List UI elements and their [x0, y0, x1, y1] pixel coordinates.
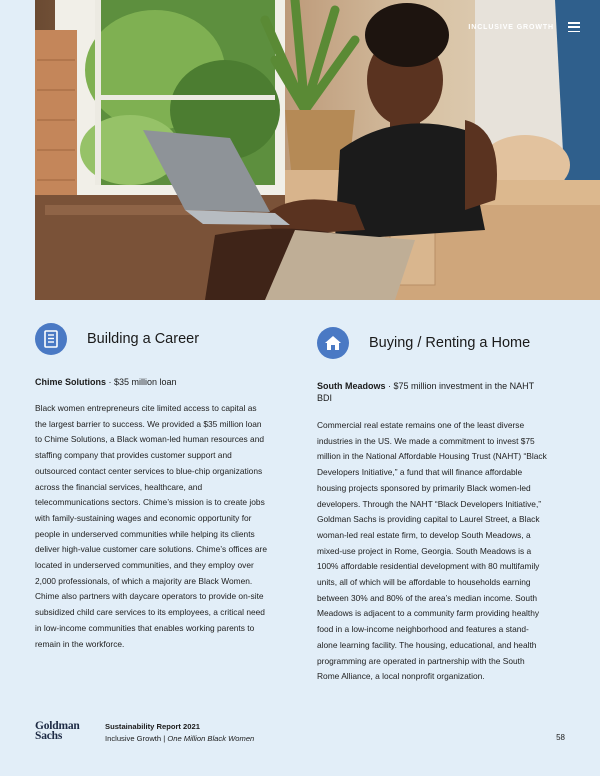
org-name: South Meadows	[317, 381, 386, 391]
report-section	[105, 733, 254, 745]
section-header	[35, 322, 267, 356]
section-subtitle	[35, 376, 267, 388]
hero-illustration	[35, 0, 600, 300]
section-subtitle	[317, 380, 549, 404]
logo-line-1: Goldman	[35, 720, 80, 732]
separator: ·	[106, 377, 115, 387]
section-header	[317, 326, 549, 360]
separator: ·	[385, 381, 394, 391]
page-footer	[35, 721, 565, 745]
building-icon	[35, 323, 67, 355]
top-bar	[468, 22, 580, 32]
report-subtitle: One Million Black Women	[167, 734, 255, 743]
report-info	[105, 721, 254, 745]
goldman-sachs-logo	[35, 721, 80, 741]
hero-photo	[35, 0, 600, 300]
section-title: Buying / Renting a Home	[369, 335, 531, 351]
hamburger-menu-icon[interactable]	[568, 22, 580, 32]
report-title: Sustainability Report 2021	[105, 722, 200, 731]
logo-line-2: Sachs	[35, 730, 63, 742]
section-body: Commercial real estate remains one of the least diverse industries in the US. We made a commitment to invest $75 million in the National Affordable Housing Trust (NAHT) “Black Developers Initiative,” a fund that will finance affordable housing projects sponsored by primarily Black women-led developers. Through the NAHT “Black Developers Initiative,” Goldman Sachs is providing capital to Laurel Street, a Black woman-led real estate firm, to develop South Meadows, a mixed-use project in Rome, Georgia. South Meadows is a 100% affordable residential development with 80 multifamily units, all of which will be affordable to households earning between 30% and 80% of the area’s median income. South Meadows is adjacent to a community farm providing healthy food in a low-income neighborhood and features a stand-alone learning facility. The housing, educational, and health programming are operated in partnership with the South Rome Alliance, a local nonprofit organization.	[317, 420, 547, 682]
building-a-career-section	[35, 322, 267, 652]
page-number: 58	[556, 733, 565, 742]
section-label: INCLUSIVE GROWTH	[468, 23, 554, 31]
funding-amount: $75 million investment in the NAHT BDI	[317, 381, 534, 403]
section-title: Building a Career	[87, 331, 200, 347]
org-name: Chime Solutions	[35, 377, 107, 387]
funding-amount: $35 million loan	[114, 377, 177, 387]
section-body: Black women entrepreneurs cite limited access to capital as the largest barrier to success. We provided a $35 million loan to Chime Solutions, a Black woman-led human resources and staffing company that provides customer support and outsourced contact center services to blue-chip organizations across the financial services, healthcare, and telecommunications sectors. Chime’s mission is to create jobs with family-sustaining wages and economic opportunity for people in underserved communities while helping its clients deliver high-value customer care solutions. Chime’s offices are located in underserved communities, and they employ over 2,000 professionals, of which a majority are Black Women. Chime also partners with daycare operators to provide on-site subsidized child care services to its employees, a critical need in low-income communities that enables working parents to remain in the workforce.	[35, 403, 267, 649]
house-icon	[317, 327, 349, 359]
buying-renting-home-section	[317, 326, 549, 685]
report-section-label: Inclusive Growth |	[105, 734, 168, 743]
